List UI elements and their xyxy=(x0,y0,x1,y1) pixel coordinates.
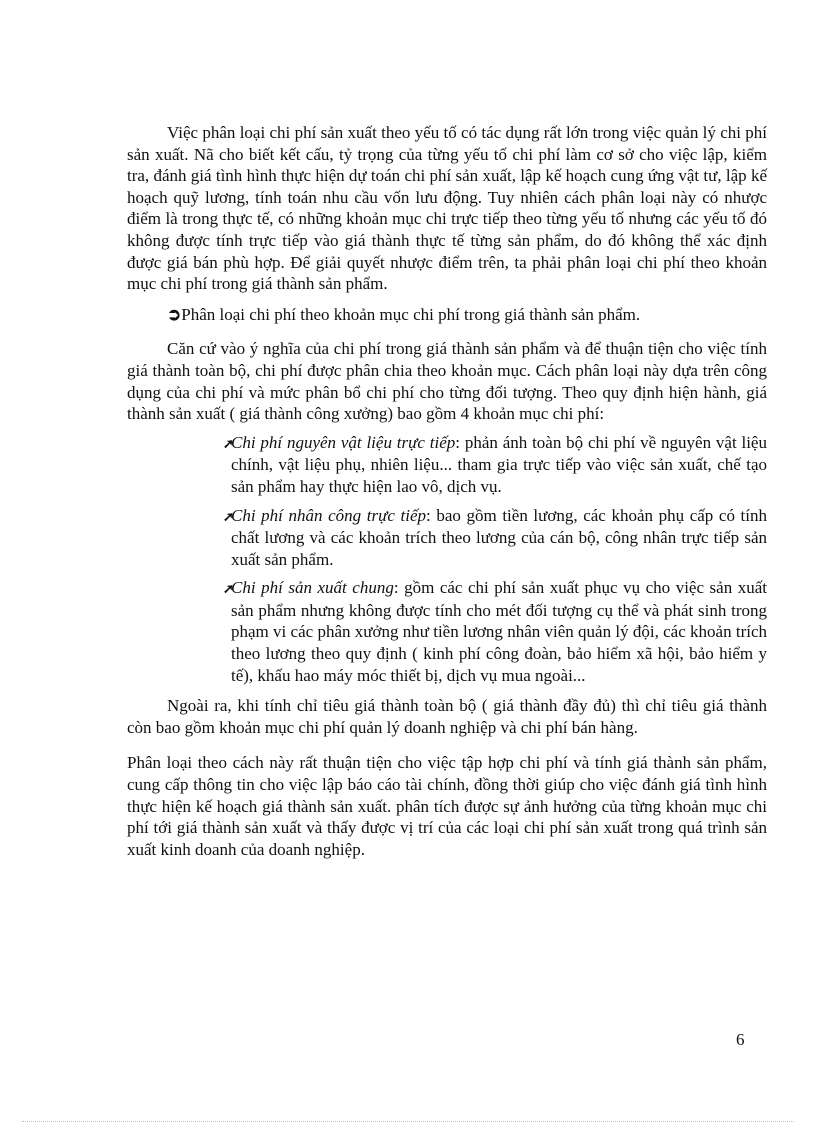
arrow-bullet-icon: ➲ xyxy=(167,304,182,324)
document-page xyxy=(127,122,767,860)
list-item-term: Chi phí sản xuất chung xyxy=(231,578,394,598)
page-number: 6 xyxy=(736,1030,745,1049)
paragraph-benefits: Phân loại theo cách này rất thuận tiện cho việc tập hợp chi phí và tính giá thành sản phẩm, cung cấp thông tin cho việc lập báo cáo tài chính, đồng thời giúp cho việc đánh giá tình hình thực hiện kế hoạch giá thành sản xuất. phân tích được sự ảnh hưởng của từng khoản mục chi phí tới giá thành sản xuất và thấy được vị trí của các loại chi phí sản xuất trong quá trình sản xuất kinh doanh của doanh nghiệp. xyxy=(127,753,767,859)
list-item-direct-labor xyxy=(223,505,767,571)
cost-item-list xyxy=(223,432,767,687)
list-item-description: : bao gồm tiền lương, các khoản phụ cấp có tính chất lương và các khoản trích theo lương của cán bộ, công nhân trực tiếp sản xuất sản phẩm. xyxy=(231,505,767,569)
section-heading-text: Phân loại chi phí theo khoản mục chi phí trong giá thành sản phẩm. xyxy=(181,304,641,324)
list-item-term: Chi phí nguyên vật liệu trực tiếp xyxy=(231,432,456,452)
diagonal-arrow-bullet-icon: ➚ xyxy=(223,435,234,451)
paragraph-cost-element-classification: Việc phân loại chi phí sản xuất theo yếu tố có tác dụng rất lớn trong việc quản lý chi phí sản xuất. Nã cho biết kết cấu, tỷ trọng của từng yếu tố chi phí làm cơ sở cho việc lập, kiểm tra, đánh giá tình hình thực hiện dự toán chi phí sản xuất, lập kế hoạch cung ứng vật tư, lập kế hoạch quỹ lương, tính toán nhu cầu vốn lưu động. Tuy nhiên cách phân loại này có nhược điểm là trong thực tế, có những khoản mục chi trực tiếp theo từng yếu tố nhưng các yếu tố đó không được tính trực tiếp vào giá thành thực tế từng sản phẩm, do đó không thể xác định được giá bán phù hợp. Để giải quyết nhược điểm trên, ta phải phân loại chi phí theo khoản mục chi phí trong giá thành sản phẩm. xyxy=(127,123,767,294)
list-item-description: : gồm các chi phí sản xuất phục vụ cho việc sản xuất sản phẩm nhưng không được tính cho mét đối tượng cụ thể và phát sinh trong phạm vi các phân xưởng như tiền lương nhân viên quản lý đội, các khoản trích theo lương theo quy định ( kinh phí công đoàn, bảo hiểm xã hội, bảo hiểm y tế), khấu hao máy móc thiết bị, dịch vụ mua ngoài... xyxy=(231,578,767,685)
diagonal-arrow-bullet-icon: ➚ xyxy=(223,581,234,597)
section-heading xyxy=(127,304,767,326)
list-item-description: : phản ánh toàn bộ chi phí về nguyên vật liệu chính, vật liệu phụ, nhiên liệu... tham gia trực tiếp vào việc sản xuất, chế tạo sản phẩm hay thực hiện lao vô, dịch vụ. xyxy=(231,432,767,496)
list-item-direct-materials xyxy=(223,432,767,498)
diagonal-arrow-bullet-icon: ➚ xyxy=(223,508,234,524)
paragraph-full-cost: Ngoài ra, khi tính chỉ tiêu giá thành toàn bộ ( giá thành đầy đủ) thì chỉ tiêu giá thành còn bao gồm khoản mục chi phí quản lý doanh nghiệp và chi phí bán hàng. xyxy=(127,696,767,737)
paragraph-cost-item-basis: Căn cứ vào ý nghĩa của chi phí trong giá thành sản phẩm và để thuận tiện cho việc tính giá thành toàn bộ, chi phí được phân chia theo khoản mục. Cách phân loại này dựa trên công dụng của chi phí và mức phân bổ chi phí cho từng đối tượng. Theo quy định hiện hành, giá thành sản xuất ( giá thành công xưởng) bao gồm 4 khoản mục chi phí: xyxy=(127,339,767,424)
list-item-term: Chi phí nhân công trực tiếp xyxy=(231,505,427,525)
list-item-general-production xyxy=(223,577,767,686)
footer-divider xyxy=(22,1121,794,1122)
